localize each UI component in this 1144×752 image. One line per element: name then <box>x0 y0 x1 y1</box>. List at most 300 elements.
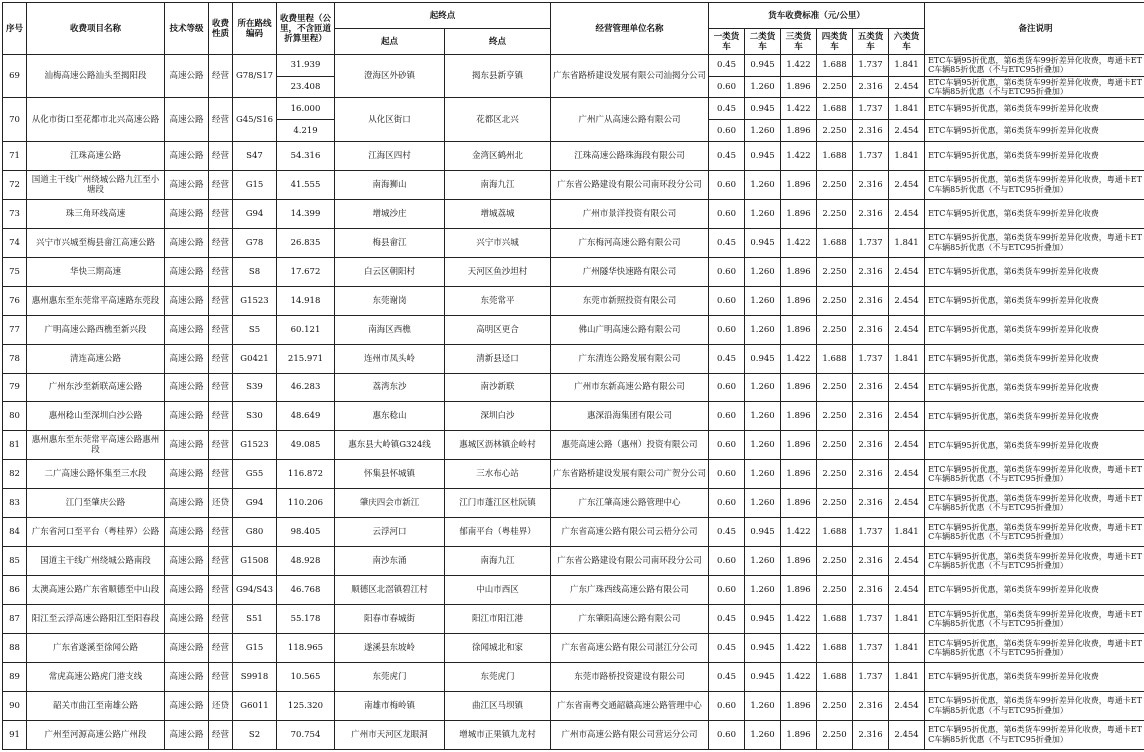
project-name: 惠州惠东至东莞常平高速路东莞段 <box>27 286 165 315</box>
rate-class-5: 2.316 <box>853 286 889 315</box>
remark-note: ETC车辆95折优惠，第6类货车99折差异化收费，粤通卡ETC车辆85折优惠（不与ETC95折叠加） <box>925 55 1144 77</box>
row-no: 84 <box>3 518 27 547</box>
toll-nature: 经营 <box>209 460 233 489</box>
rate-class-6: 2.454 <box>889 120 925 142</box>
row-no: 70 <box>3 98 27 141</box>
rate-class-5: 1.737 <box>853 98 889 120</box>
toll-mileage: 48.649 <box>277 402 335 431</box>
rate-class-3: 1.896 <box>781 691 817 720</box>
rate-class-2: 0.945 <box>745 98 781 120</box>
route-code: S5 <box>233 315 277 344</box>
rate-class-6: 2.454 <box>889 286 925 315</box>
start-point: 东莞谢岗 <box>335 286 445 315</box>
operator-name: 广州隧华快速路有限公司 <box>551 257 709 286</box>
row-no: 81 <box>3 431 27 460</box>
header-remark: 备注说明 <box>925 3 1144 55</box>
toll-nature: 经营 <box>209 170 233 199</box>
project-name: 汕梅高速公路汕头至揭阳段 <box>27 55 165 98</box>
project-name: 江门至肇庆公路 <box>27 489 165 518</box>
table-row <box>3 518 1144 547</box>
end-point: 兴宁市兴城 <box>445 228 551 257</box>
route-code: S8 <box>233 257 277 286</box>
table-row <box>3 431 1144 460</box>
rate-class-4: 1.688 <box>817 98 853 120</box>
rate-class-4: 2.250 <box>817 460 853 489</box>
toll-mileage: 14.399 <box>277 199 335 228</box>
rate-class-2: 0.945 <box>745 141 781 170</box>
row-no: 80 <box>3 402 27 431</box>
rate-class-4: 2.250 <box>817 720 853 749</box>
rate-class-1: 0.60 <box>709 170 745 199</box>
rate-class-3: 1.896 <box>781 120 817 142</box>
rate-class-2: 1.260 <box>745 720 781 749</box>
rate-class-4: 2.250 <box>817 576 853 605</box>
remark-note: ETC车辆95折优惠，第6类货车99折差异化收费，粤通卡ETC车辆85折优惠（不与ETC95折叠加） <box>925 170 1144 199</box>
rate-class-3: 1.422 <box>781 55 817 77</box>
toll-nature: 经营 <box>209 634 233 663</box>
rate-class-6: 2.454 <box>889 460 925 489</box>
rate-class-5: 1.737 <box>853 344 889 373</box>
tech-grade: 高速公路 <box>165 460 209 489</box>
row-no: 75 <box>3 257 27 286</box>
tech-grade: 高速公路 <box>165 228 209 257</box>
start-point: 澄海区外砂镇 <box>335 55 445 98</box>
route-code: G15 <box>233 170 277 199</box>
end-point: 增城市正果镇九龙村 <box>445 720 551 749</box>
remark-note: ETC车辆95折优惠，第6类货车99折差异化收费，粤通卡ETC车辆85折优惠（不与ETC95折叠加） <box>925 228 1144 257</box>
route-code: G80 <box>233 518 277 547</box>
toll-nature: 经营 <box>209 286 233 315</box>
toll-nature: 经营 <box>209 663 233 692</box>
rate-class-3: 1.896 <box>781 76 817 98</box>
start-point: 怀集县怀城镇 <box>335 460 445 489</box>
route-code: S30 <box>233 402 277 431</box>
start-point: 从化区街口 <box>335 98 445 141</box>
toll-mileage: 98.405 <box>277 518 335 547</box>
header-class-4: 四类货车 <box>817 29 853 55</box>
rate-class-4: 2.250 <box>817 402 853 431</box>
rate-class-5: 2.316 <box>853 460 889 489</box>
operator-name: 广东清连公路发展有限公司 <box>551 344 709 373</box>
operator-name: 广东江肇高速公路管理中心 <box>551 489 709 518</box>
end-point: 深圳白沙 <box>445 402 551 431</box>
rate-class-5: 2.316 <box>853 170 889 199</box>
project-name: 清连高速公路 <box>27 344 165 373</box>
toll-nature: 经营 <box>209 605 233 634</box>
row-no: 86 <box>3 576 27 605</box>
start-point: 江海区四村 <box>335 141 445 170</box>
header-rates: 货车收费标准（元/公里） <box>709 3 925 29</box>
header-class-5: 五类货车 <box>853 29 889 55</box>
rate-class-4: 2.250 <box>817 120 853 142</box>
start-point: 增城沙庄 <box>335 199 445 228</box>
tech-grade: 高速公路 <box>165 691 209 720</box>
project-name: 珠三角环线高速 <box>27 199 165 228</box>
table-row <box>3 170 1144 199</box>
rate-class-2: 1.260 <box>745 286 781 315</box>
end-point: 天河区鱼沙坦村 <box>445 257 551 286</box>
start-point: 梅县畲江 <box>335 228 445 257</box>
rate-class-3: 1.896 <box>781 576 817 605</box>
rate-class-1: 0.45 <box>709 228 745 257</box>
rate-class-1: 0.60 <box>709 402 745 431</box>
rate-class-3: 1.422 <box>781 634 817 663</box>
rate-class-2: 1.260 <box>745 120 781 142</box>
toll-mileage: 17.672 <box>277 257 335 286</box>
row-no: 87 <box>3 605 27 634</box>
header-class-3: 三类货车 <box>781 29 817 55</box>
row-no: 82 <box>3 460 27 489</box>
tech-grade: 高速公路 <box>165 720 209 749</box>
rate-class-3: 1.896 <box>781 170 817 199</box>
operator-name: 广州市高速公路有限公司营运分公司 <box>551 720 709 749</box>
rate-class-2: 1.260 <box>745 257 781 286</box>
project-name: 惠州惠东至东莞常平高速公路惠州段 <box>27 431 165 460</box>
project-name: 阳江至云浮高速公路阳江至阳春段 <box>27 605 165 634</box>
remark-note: ETC车辆95折优惠，第6类货车99折差异化收费，粤通卡ETC车辆85折优惠（不与ETC95折叠加） <box>925 720 1144 749</box>
rate-class-3: 1.896 <box>781 373 817 402</box>
row-no: 83 <box>3 489 27 518</box>
table-row <box>3 547 1144 576</box>
end-point: 金湾区鹤州北 <box>445 141 551 170</box>
row-no: 69 <box>3 55 27 98</box>
table-row <box>3 691 1144 720</box>
operator-name: 惠莞高速公路（惠州）投资有限公司 <box>551 431 709 460</box>
rate-class-3: 1.896 <box>781 402 817 431</box>
remark-note: ETC车辆95折优惠，第6类货车99折差异化收费 <box>925 286 1144 315</box>
start-point: 东莞虎门 <box>335 663 445 692</box>
tech-grade: 高速公路 <box>165 98 209 141</box>
toll-nature: 经营 <box>209 315 233 344</box>
table-header <box>3 3 1144 55</box>
operator-name: 佛山广明高速公路有限公司 <box>551 315 709 344</box>
toll-mileage: 41.555 <box>277 170 335 199</box>
route-code: S47 <box>233 141 277 170</box>
operator-name: 东莞市路桥投资建设有限公司 <box>551 663 709 692</box>
rate-class-3: 1.896 <box>781 460 817 489</box>
rate-class-5: 2.316 <box>853 547 889 576</box>
tech-grade: 高速公路 <box>165 547 209 576</box>
header-no: 序号 <box>3 3 27 55</box>
rate-class-5: 1.737 <box>853 518 889 547</box>
end-point: 南沙新联 <box>445 373 551 402</box>
rate-class-4: 2.250 <box>817 489 853 518</box>
row-no: 90 <box>3 691 27 720</box>
remark-note: ETC车辆95折优惠，第6类货车99折差异化收费 <box>925 663 1144 692</box>
operator-name: 广东省南粤交通韶赣高速公路管理中心 <box>551 691 709 720</box>
rate-class-6: 2.454 <box>889 76 925 98</box>
table-row <box>3 460 1144 489</box>
table-row <box>3 286 1144 315</box>
table-row <box>3 199 1144 228</box>
project-name: 常虎高速公路虎门港支线 <box>27 663 165 692</box>
route-code: G78 <box>233 228 277 257</box>
project-name: 惠州稔山至深圳白沙公路 <box>27 402 165 431</box>
rate-class-1: 0.60 <box>709 76 745 98</box>
toll-nature: 经营 <box>209 518 233 547</box>
rate-class-3: 1.422 <box>781 663 817 692</box>
remark-note: ETC车辆95折优惠，第6类货车99折差异化收费，粤通卡ETC车辆85折优惠（不与ETC95折叠加） <box>925 489 1144 518</box>
remark-note: ETC车辆95折优惠，第6类货车99折差异化收费，粤通卡ETC车辆85折优惠（不与ETC95折叠加） <box>925 518 1144 547</box>
end-point: 惠城区沥林镇企岭村 <box>445 431 551 460</box>
start-point: 南雄市梅岭镇 <box>335 691 445 720</box>
remark-note: ETC车辆95折优惠，第6类货车99折差异化收费 <box>925 199 1144 228</box>
rate-class-2: 1.260 <box>745 170 781 199</box>
end-point: 花都区北兴 <box>445 98 551 141</box>
start-point: 肇庆四会市新江 <box>335 489 445 518</box>
tech-grade: 高速公路 <box>165 55 209 98</box>
tech-grade: 高速公路 <box>165 576 209 605</box>
toll-nature: 还贷 <box>209 691 233 720</box>
rate-class-4: 2.250 <box>817 76 853 98</box>
header-class-2: 二类货车 <box>745 29 781 55</box>
route-code: G94 <box>233 489 277 518</box>
rate-class-6: 1.841 <box>889 634 925 663</box>
operator-name: 惠深沿海集团有限公司 <box>551 402 709 431</box>
rate-class-6: 1.841 <box>889 605 925 634</box>
rate-class-1: 0.60 <box>709 431 745 460</box>
end-point: 郁南平台（粤桂界） <box>445 518 551 547</box>
table-row <box>3 576 1144 605</box>
table-row <box>3 98 1144 120</box>
rate-class-4: 1.688 <box>817 663 853 692</box>
project-name: 韶关市曲江至南雄公路 <box>27 691 165 720</box>
rate-class-1: 0.60 <box>709 460 745 489</box>
remark-note: ETC车辆95折优惠，第6类货车99折差异化收费 <box>925 315 1144 344</box>
rate-class-1: 0.45 <box>709 663 745 692</box>
remark-note: ETC车辆95折优惠，第6类货车99折差异化收费，粤通卡ETC车辆85折优惠（不与ETC95折叠加） <box>925 691 1144 720</box>
remark-note: ETC车辆95折优惠，第6类货车99折差异化收费 <box>925 257 1144 286</box>
operator-name: 广州市景洋投资有限公司 <box>551 199 709 228</box>
start-point: 阳春市春城街 <box>335 605 445 634</box>
toll-mileage: 110.206 <box>277 489 335 518</box>
project-name: 广明高速公路西樵至新兴段 <box>27 315 165 344</box>
tech-grade: 高速公路 <box>165 257 209 286</box>
operator-name: 广东梅河高速公路有限公司 <box>551 228 709 257</box>
rate-class-6: 2.454 <box>889 547 925 576</box>
tech-grade: 高速公路 <box>165 344 209 373</box>
header-endpoints: 起终点 <box>335 3 551 29</box>
toll-nature: 还贷 <box>209 489 233 518</box>
rate-class-2: 0.945 <box>745 634 781 663</box>
operator-name: 广东肇阳高速公路有限公司 <box>551 605 709 634</box>
project-name: 广东省遂溪至徐闻公路 <box>27 634 165 663</box>
rate-class-4: 1.688 <box>817 605 853 634</box>
row-no: 79 <box>3 373 27 402</box>
tech-grade: 高速公路 <box>165 170 209 199</box>
start-point: 南沙东涌 <box>335 547 445 576</box>
project-name: 江珠高速公路 <box>27 141 165 170</box>
remark-note: ETC车辆95折优惠，第6类货车99折差异化收费 <box>925 120 1144 142</box>
rate-class-2: 1.260 <box>745 373 781 402</box>
toll-nature: 经营 <box>209 55 233 98</box>
row-no: 91 <box>3 720 27 749</box>
tech-grade: 高速公路 <box>165 489 209 518</box>
operator-name: 广东广珠西线高速公路有限公司 <box>551 576 709 605</box>
rate-class-1: 0.60 <box>709 691 745 720</box>
rate-class-6: 1.841 <box>889 663 925 692</box>
remark-note: ETC车辆95折优惠，第6类货车99折差异化收费，粤通卡ETC车辆85折优惠（不与ETC95折叠加） <box>925 76 1144 98</box>
route-code: S9918 <box>233 663 277 692</box>
table-row <box>3 663 1144 692</box>
remark-note: ETC车辆95折优惠，第6类货车99折差异化收费 <box>925 98 1144 120</box>
table-row <box>3 315 1144 344</box>
toll-mileage: 70.754 <box>277 720 335 749</box>
rate-class-5: 2.316 <box>853 576 889 605</box>
table-row <box>3 605 1144 634</box>
end-point: 三水布心站 <box>445 460 551 489</box>
operator-name: 广东省高速公路有限公司湛江分公司 <box>551 634 709 663</box>
toll-mileage: 215.971 <box>277 344 335 373</box>
end-point: 南海九江 <box>445 170 551 199</box>
remark-note: ETC车辆95折优惠，第6类货车99折差异化收费，粤通卡ETC车辆85折优惠（不与ETC95折叠加） <box>925 460 1144 489</box>
rate-class-3: 1.422 <box>781 605 817 634</box>
start-point: 广州市天河区龙眼洞 <box>335 720 445 749</box>
remark-note: ETC车辆95折优惠，第6类货车99折差异化收费 <box>925 402 1144 431</box>
rate-class-4: 2.250 <box>817 547 853 576</box>
end-point: 高明区更合 <box>445 315 551 344</box>
table-row <box>3 344 1144 373</box>
rate-class-6: 1.841 <box>889 98 925 120</box>
start-point: 荔湾东沙 <box>335 373 445 402</box>
toll-mileage: 46.283 <box>277 373 335 402</box>
rate-class-4: 2.250 <box>817 691 853 720</box>
tech-grade: 高速公路 <box>165 634 209 663</box>
route-code: G1523 <box>233 431 277 460</box>
rate-class-3: 1.422 <box>781 344 817 373</box>
project-name: 广东省河口至平台（粤桂界）公路 <box>27 518 165 547</box>
rate-class-3: 1.896 <box>781 257 817 286</box>
end-point: 曲江区马坝镇 <box>445 691 551 720</box>
rate-class-5: 1.737 <box>853 605 889 634</box>
end-point: 清新县迳口 <box>445 344 551 373</box>
rate-class-5: 1.737 <box>853 663 889 692</box>
route-code: G1523 <box>233 286 277 315</box>
remark-note: ETC车辆95折优惠，第6类货车99折差异化收费，粤通卡ETC车辆85折优惠（不与ETC95折叠加） <box>925 634 1144 663</box>
rate-class-6: 2.454 <box>889 576 925 605</box>
rate-class-2: 0.945 <box>745 344 781 373</box>
remark-note: ETC车辆95折优惠，第6类货车99折差异化收费 <box>925 576 1144 605</box>
operator-name: 广州市东新高速公路有限公司 <box>551 373 709 402</box>
end-point: 南海九江 <box>445 547 551 576</box>
rate-class-6: 1.841 <box>889 344 925 373</box>
rate-class-6: 2.454 <box>889 691 925 720</box>
rate-class-4: 2.250 <box>817 170 853 199</box>
project-name: 二广高速公路怀集至三水段 <box>27 460 165 489</box>
remark-note: ETC车辆95折优惠，第6类货车99折差异化收费，粤通卡ETC车辆85折优惠（不与ETC95折叠加） <box>925 605 1144 634</box>
project-name: 从化市街口至花都市北兴高速公路 <box>27 98 165 141</box>
toll-mileage: 125.320 <box>277 691 335 720</box>
row-no: 73 <box>3 199 27 228</box>
table-row <box>3 373 1144 402</box>
operator-name: 广东省公路建设有限公司南环段分公司 <box>551 547 709 576</box>
toll-mileage: 46.768 <box>277 576 335 605</box>
start-point: 南海狮山 <box>335 170 445 199</box>
start-point: 白云区朝阳村 <box>335 257 445 286</box>
rate-class-1: 0.60 <box>709 489 745 518</box>
route-code: S2 <box>233 720 277 749</box>
rate-class-5: 1.737 <box>853 55 889 77</box>
tech-grade: 高速公路 <box>165 518 209 547</box>
toll-nature: 经营 <box>209 547 233 576</box>
end-point: 东莞虎门 <box>445 663 551 692</box>
remark-note: ETC车辆95折优惠，第6类货车99折差异化收费 <box>925 344 1144 373</box>
end-point: 东莞常平 <box>445 286 551 315</box>
row-no: 71 <box>3 141 27 170</box>
end-point: 增城荔城 <box>445 199 551 228</box>
rate-class-2: 1.260 <box>745 315 781 344</box>
rate-class-1: 0.60 <box>709 720 745 749</box>
table-row <box>3 634 1144 663</box>
project-name: 国道主干线广州绕城公路九江至小塘段 <box>27 170 165 199</box>
rate-class-3: 1.896 <box>781 286 817 315</box>
rate-class-6: 2.454 <box>889 170 925 199</box>
rate-class-1: 0.60 <box>709 315 745 344</box>
rate-class-2: 0.945 <box>745 663 781 692</box>
toll-mileage: 16.000 <box>277 98 335 120</box>
row-no: 76 <box>3 286 27 315</box>
route-code: G45/S16 <box>233 98 277 141</box>
rate-class-5: 2.316 <box>853 76 889 98</box>
rate-class-6: 2.454 <box>889 431 925 460</box>
rate-class-5: 2.316 <box>853 315 889 344</box>
rate-class-6: 2.454 <box>889 199 925 228</box>
rate-class-4: 1.688 <box>817 141 853 170</box>
toll-nature: 经营 <box>209 431 233 460</box>
toll-mileage: 10.565 <box>277 663 335 692</box>
rate-class-2: 1.260 <box>745 489 781 518</box>
header-route: 所在路线编码 <box>233 3 277 55</box>
rate-class-3: 1.896 <box>781 547 817 576</box>
rate-class-6: 2.454 <box>889 489 925 518</box>
toll-nature: 经营 <box>209 373 233 402</box>
route-code: G6011 <box>233 691 277 720</box>
row-no: 85 <box>3 547 27 576</box>
rate-class-1: 0.45 <box>709 98 745 120</box>
header-mileage: 收费里程（公里，不含匝道折算里程） <box>277 3 335 55</box>
table-row <box>3 720 1144 749</box>
rate-class-5: 1.737 <box>853 141 889 170</box>
rate-class-5: 2.316 <box>853 257 889 286</box>
toll-nature: 经营 <box>209 576 233 605</box>
row-no: 78 <box>3 344 27 373</box>
route-code: G55 <box>233 460 277 489</box>
rate-class-6: 2.454 <box>889 402 925 431</box>
toll-mileage: 14.918 <box>277 286 335 315</box>
rate-class-5: 2.316 <box>853 402 889 431</box>
rate-class-5: 1.737 <box>853 634 889 663</box>
rate-class-3: 1.422 <box>781 98 817 120</box>
tech-grade: 高速公路 <box>165 286 209 315</box>
tech-grade: 高速公路 <box>165 431 209 460</box>
rate-class-1: 0.60 <box>709 547 745 576</box>
row-no: 88 <box>3 634 27 663</box>
rate-class-2: 1.260 <box>745 691 781 720</box>
tech-grade: 高速公路 <box>165 373 209 402</box>
rate-class-2: 0.945 <box>745 518 781 547</box>
rate-class-5: 2.316 <box>853 431 889 460</box>
rate-class-1: 0.60 <box>709 286 745 315</box>
toll-mileage: 55.178 <box>277 605 335 634</box>
rate-class-5: 2.316 <box>853 720 889 749</box>
toll-mileage: 48.928 <box>277 547 335 576</box>
route-code: G94/S43 <box>233 576 277 605</box>
header-end: 终点 <box>445 29 551 55</box>
rate-class-4: 2.250 <box>817 199 853 228</box>
rate-class-2: 1.260 <box>745 547 781 576</box>
header-grade: 技术等级 <box>165 3 209 55</box>
operator-name: 广东省公路建设有限公司南环段分公司 <box>551 170 709 199</box>
